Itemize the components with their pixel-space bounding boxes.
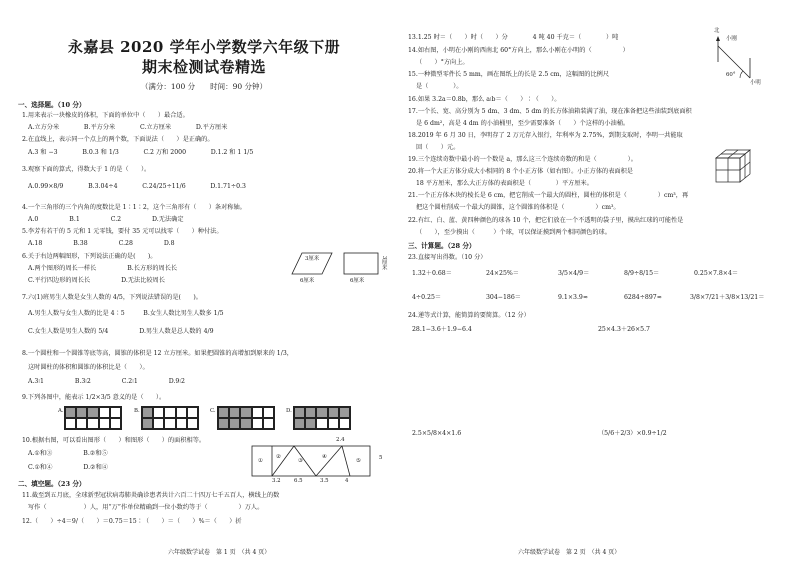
q15-stem: 15.一种微型零件长 5 mm，画在图纸上的长是 2.5 cm，这幅图的比例尺 xyxy=(408,71,610,78)
q7-stem: 7.六(1)班男生人数是女生人数的 4/5，下列说法错误的是( )。 xyxy=(22,294,202,301)
q10-side-label: 5 xyxy=(379,455,383,461)
q10-bottom-label-1: 3.2 xyxy=(272,478,281,484)
q1-options: A.立方分米 B.平方分米 C.立方厘米 D.平方厘米 xyxy=(28,124,228,131)
q23-r2-c4: 6284÷897≈ xyxy=(624,294,662,301)
section-fill: 二、填空题。（23 分） xyxy=(18,480,86,488)
q17-stem-cont: 是 6 dm²，高是 4 dm 的小油桶里，至少需要准备（ ）个这样的小油桶。 xyxy=(416,120,630,127)
q14-label-b: 小明 xyxy=(750,80,761,86)
q8-stem: 8.一个圆柱和一个圆锥等底等高，圆锥的体积是 12 立方厘米。如果把圆锥的高增加到原来的 1/3， xyxy=(22,350,293,357)
q23-r2-c1: 4÷0.25＝ xyxy=(412,294,442,301)
footer-right: 六年级数学试卷 第 2 页 （共 4 页） xyxy=(518,549,621,556)
q24-stem: 24.递等式计算，能简算的要简算。（12 分） xyxy=(408,312,530,319)
rect-side-label: 3厘米 xyxy=(380,256,387,271)
q10-region-2: ② xyxy=(276,454,281,460)
rect-bottom-label: 6厘米 xyxy=(350,278,365,284)
q6-options-cd: C.平行四边形的周长长 D.无法比较周长 xyxy=(28,277,165,284)
q10-region-3: ③ xyxy=(298,458,303,464)
q23-r2-c3: 9.1×3.9≈ xyxy=(558,294,589,301)
q10-options-cd: C.①和④ D.②和④ xyxy=(28,464,108,471)
q9-stem: 9.下列各图中，能表示 1/2×3/5 意义的是（ ）。 xyxy=(22,394,166,401)
para-side-label: 3厘米 xyxy=(305,256,320,262)
q23-r1-c5: 0.25×7.8×4＝ xyxy=(694,270,739,277)
left-page xyxy=(18,0,390,567)
q20-cube-figure xyxy=(714,146,754,186)
q24-r2-c2: （5/6＋2/3）×0.9÷1/2 xyxy=(598,430,667,437)
footer-left: 六年级数学试卷 第 1 页 （共 4 页） xyxy=(168,549,271,556)
q21-stem-cont: 把这个圆柱削成一个最大的圆锥，这个圆锥的体积是（ ）cm³。 xyxy=(416,204,620,211)
q18-stem-cont: 回（ ）元。 xyxy=(416,144,460,151)
q24-r2-c1: 2.5×5/8×4×1.6 xyxy=(412,430,462,437)
q23-r1-c3: 3/5×4/9＝ xyxy=(558,270,590,277)
q14-stem: 14.如右图，小明在小刚的西南北 60°方向上，那么小刚在小明的（ ） xyxy=(408,47,629,54)
q8-options: A.3∶1 B.3∶2 C.2∶1 D.9∶2 xyxy=(28,378,185,385)
q23-r1-c2: 24×25%＝ xyxy=(486,270,519,277)
q10-stem: 10.根据右图，可以看出图形（ ）和图形（ ）的面积相等。 xyxy=(22,437,206,444)
q9-grid-c xyxy=(217,406,275,430)
section-choice: 一、选择题。（10 分） xyxy=(18,101,86,109)
section-calc: 三、计算题。（28 分） xyxy=(408,242,476,250)
q10-region-1: ① xyxy=(258,458,263,464)
q4-stem: 4.一个三角形的三个内角的度数比是 1∶1∶2，这个三角形有（ ）条对称轴。 xyxy=(22,204,246,211)
q6-stem: 6.关于右边两幅图形，下列说法正确的是( )。 xyxy=(22,253,157,260)
q16: 16.如果 3.2a＝0.8b，那么 a∶b＝（ ）∶（ ）。 xyxy=(408,96,561,103)
exam-title-line2: 期末检测试卷精选 xyxy=(141,58,266,76)
q11-stem: 11.截至到五月底，全球新型冠状病毒肺炎确诊患者共计六百二十四万七千五百人，横线上的数 xyxy=(22,492,280,499)
q9-option-c: C. xyxy=(210,408,216,414)
exam-meta: （满分：100 分 时间：90 分钟） xyxy=(140,82,268,91)
q9-option-d: D. xyxy=(286,408,292,414)
q17-stem: 17.一个长、宽、高分别为 5 dm、3 dm、5 dm 的长方体油箱装满了油，现在准备把这些油装到底面积 xyxy=(408,108,692,115)
rectangle-shape xyxy=(344,253,378,274)
q9-option-a: A. xyxy=(58,408,64,414)
q14-angle-label: 60° xyxy=(726,72,736,78)
q10-options-ab: A.①和③ B.②和⑤ xyxy=(28,450,108,457)
q15-stem-cont: 是（ ）。 xyxy=(416,83,463,90)
q7-options-cd: C.女生人数是男生人数的 5/4 D.男生人数是总人数的 4/9 xyxy=(28,328,214,335)
q10-bottom-label-2: 6.5 xyxy=(294,478,303,484)
exam-title-line1: 永嘉县 2020 学年小学数学六年级下册 xyxy=(67,38,341,56)
q21-stem: 21.一个正方体木块的棱长是 6 cm，把它削成一个最大的圆柱，圆柱的体积是（ ）cm³，再 xyxy=(408,192,689,199)
q19: 19.三个连续奇数中最小的一个数是 a，那么这三个连续奇数的和是（ ）。 xyxy=(408,156,637,163)
q11-stem-cont: 写作（ ）人，用“万”作单位精确到一位小数约等于（ ）万人。 xyxy=(28,504,264,511)
q2-stem: 2.在直线上，表示同一个点上的两个数，下面说法（ ）是正确的。 xyxy=(22,136,214,143)
q5-stem: 5.李芳有若干的 5 元和 1 元零钱，要付 35 元可以找零（ ）种付法。 xyxy=(22,228,223,235)
q20-stem: 20.将一个大正方体分成大小相同的 8 个小正方体（如右图）。小正方体的表面积是 xyxy=(408,168,633,175)
q2-options: A.3 和 −3 B.0.3 和 1/3 C.2 万和 2000 D.1.2 和 1 1/5 xyxy=(28,149,254,156)
q23-r2-c2: 304−186＝ xyxy=(486,294,521,301)
q14-north-label: 北 xyxy=(714,28,720,34)
q10-region-4: ④ xyxy=(322,454,327,460)
q18-stem: 18.2019 年 6 月 30 日，李明存了 2 万元存入银行，年利率为 2.75%，到期支取时，李明一共能取 xyxy=(408,132,683,139)
q6-options-ab: A.两个图形的周长一样长 B.长方形的周长长 xyxy=(28,265,178,272)
q10-bottom-label-4: 4 xyxy=(345,478,349,484)
q23-r1-c1: 1.32＋0.68＝ xyxy=(412,270,452,277)
q23-stem: 23.直接写出得数。（10 分） xyxy=(408,254,487,261)
q9-option-b: B. xyxy=(134,408,140,414)
q4-options: A.0 B.1 C.2 D.无法确定 xyxy=(28,216,184,223)
q3-stem: 3.观察下面的算式，得数大于 1 的是（ ）。 xyxy=(22,166,151,173)
q9-grid-d xyxy=(293,406,351,430)
q9-grid-a xyxy=(64,406,122,430)
q9-grid-b xyxy=(141,406,199,430)
q24-r1-c2: 25×4.3＋26×5.7 xyxy=(598,326,650,333)
q23-r1-c4: 8/9÷8/15＝ xyxy=(624,270,660,277)
q3-options: A.0.99×8/9 B.3.04÷4 C.24/25÷11/6 D.1.71÷0.3 xyxy=(28,183,246,190)
para-bottom-label: 6厘米 xyxy=(300,278,315,284)
q22-stem-cont: （ ），至少摸出（ ）个球，可以保证摸到两个相同颜色的球。 xyxy=(416,229,611,236)
q7-options-ab: A.男生人数与女生人数的比是 4∶5 B.女生人数比男生人数多 1/5 xyxy=(28,310,224,317)
q24-r1-c1: 28.1−3.6＋1.9−6.4 xyxy=(412,326,472,333)
q10-bottom-label-3: 3.5 xyxy=(320,478,329,484)
q23-r2-c5: 3/8×7/21＋3/8×13/21＝ xyxy=(690,294,765,301)
q12-stem: 12.（ ）÷4＝9/（ ）＝0.75＝15∶（ ）＝（ ）%＝（ ）折 xyxy=(22,518,242,525)
q20-stem-cont: 18 平方厘米，那么大正方体的表面积是（ ）平方厘米。 xyxy=(416,180,593,187)
q10-top-label: 2.4 xyxy=(336,437,345,443)
q14-stem-cont: （ ）°方向上。 xyxy=(416,59,469,66)
q8-stem-cont: 这时圆柱的体积和圆锥的体积比是（ ）。 xyxy=(28,364,149,371)
q14-label-a: 小刚 xyxy=(726,36,737,42)
q10-region-5: ⑤ xyxy=(356,458,361,464)
q5-options: A.18 B.38 C.28 D.8 xyxy=(28,240,175,247)
q1-stem: 1.用来表示一块橡皮的体积，下面的单位中（ ）最合适。 xyxy=(22,112,189,119)
q13: 13.1.25 时＝（ ）时（ ）分 4 吨 40 千克＝（ ）吨 xyxy=(408,34,619,41)
q22-stem: 22.有红、白、蓝、黄四种颜色的球各 10 个，把它们放在一个不透明的袋子里，摸出红球的可能性是 xyxy=(408,217,684,224)
right-page xyxy=(408,0,780,567)
